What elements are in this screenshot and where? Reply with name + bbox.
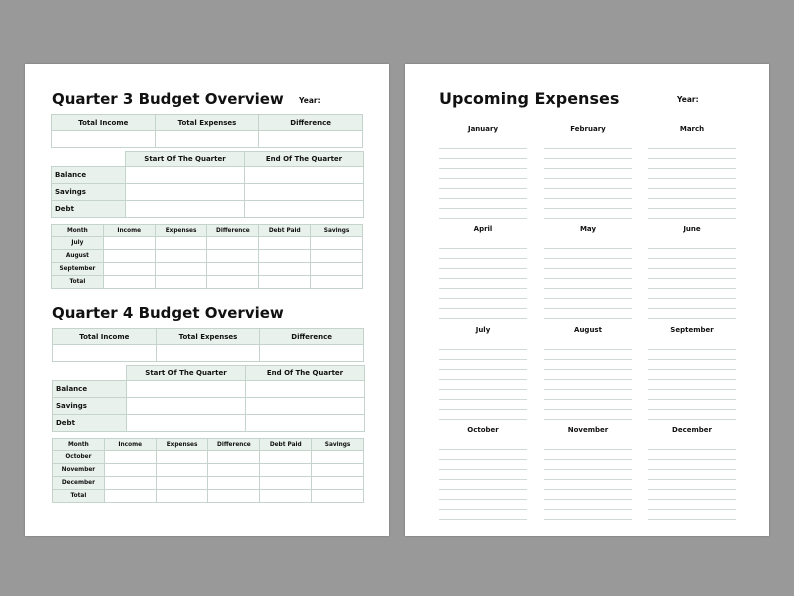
q3-difference-header: Difference (259, 115, 363, 131)
expense-line[interactable] (648, 340, 736, 350)
expense-line[interactable] (544, 199, 632, 209)
expense-line[interactable] (439, 169, 527, 179)
q3-savings-label: Savings (52, 184, 126, 201)
q3-difference-col-header: Difference (207, 225, 259, 237)
expense-line[interactable] (439, 360, 527, 370)
expense-line[interactable] (439, 380, 527, 390)
q3-cell[interactable] (155, 237, 207, 250)
expense-line[interactable] (648, 159, 736, 169)
expense-line[interactable] (439, 299, 527, 309)
q3-cell[interactable] (103, 250, 155, 263)
expense-line[interactable] (648, 460, 736, 470)
expense-line[interactable] (439, 139, 527, 149)
expense-line[interactable] (439, 189, 527, 199)
q3-end-quarter-header: End Of The Quarter (245, 152, 364, 167)
expense-line[interactable] (544, 209, 632, 219)
month-block-october (439, 423, 527, 520)
q4-month-november: November (53, 464, 105, 477)
upcoming-title: Upcoming Expenses (439, 89, 620, 108)
q3-balance-end-field[interactable] (245, 167, 364, 184)
expense-line[interactable] (439, 460, 527, 470)
month-block-january (439, 122, 527, 219)
q4-debt-paid-header: Debt Paid (260, 439, 312, 451)
q3-cell[interactable] (103, 237, 155, 250)
expense-line[interactable] (439, 440, 527, 450)
expense-line[interactable] (439, 470, 527, 480)
q4-savings-col-header: Savings (312, 439, 364, 451)
q3-difference-field[interactable] (259, 131, 363, 148)
q4-debt-end-field[interactable] (246, 415, 365, 432)
q4-month-total: Total (53, 490, 105, 503)
expense-line[interactable] (648, 199, 736, 209)
q4-balance-start-field[interactable] (127, 381, 246, 398)
q3-cell[interactable] (103, 263, 155, 276)
q3-month-september: September (52, 263, 104, 276)
expense-line[interactable] (544, 410, 632, 420)
expense-line[interactable] (648, 400, 736, 410)
q3-total-income-header: Total Income (52, 115, 156, 131)
q4-cell[interactable] (156, 451, 208, 464)
month-name: October (467, 426, 499, 434)
q4-cell[interactable] (260, 477, 312, 490)
q3-title: Quarter 3 Budget Overview (52, 90, 284, 108)
q3-cell[interactable] (311, 250, 363, 263)
q3-period-table (51, 151, 364, 218)
q4-month-header: Month (53, 439, 105, 451)
expense-line[interactable] (439, 199, 527, 209)
expense-line[interactable] (648, 299, 736, 309)
expense-line[interactable] (544, 360, 632, 370)
month-block-may (544, 222, 632, 319)
q3-month-total: Total (52, 276, 104, 289)
expense-line[interactable] (544, 299, 632, 309)
expense-line[interactable] (648, 189, 736, 199)
q3-balance-start-field[interactable] (126, 167, 245, 184)
expense-line[interactable] (439, 340, 527, 350)
q3-cell[interactable] (311, 263, 363, 276)
q3-cell[interactable] (155, 263, 207, 276)
q4-cell[interactable] (208, 477, 260, 490)
q4-savings-end-field[interactable] (246, 398, 365, 415)
expense-line[interactable] (439, 149, 527, 159)
expense-line[interactable] (544, 400, 632, 410)
q4-cell[interactable] (104, 477, 156, 490)
expense-line[interactable] (439, 179, 527, 189)
expense-line[interactable] (544, 169, 632, 179)
expense-line[interactable] (648, 390, 736, 400)
expense-line[interactable] (439, 249, 527, 259)
q3-expenses-header: Expenses (155, 225, 207, 237)
month-block-june (648, 222, 736, 319)
expense-line[interactable] (544, 269, 632, 279)
expense-line[interactable] (544, 510, 632, 520)
expense-line[interactable] (544, 380, 632, 390)
q3-cell[interactable] (259, 263, 311, 276)
expense-line[interactable] (544, 309, 632, 319)
q4-total-income-field[interactable] (53, 345, 157, 362)
upcoming-expenses-page (405, 64, 769, 536)
q4-cell[interactable] (156, 477, 208, 490)
q3-cell[interactable] (155, 276, 207, 289)
q4-total-expenses-header: Total Expenses (156, 329, 260, 345)
expense-line[interactable] (544, 370, 632, 380)
expense-line[interactable] (544, 350, 632, 360)
month-block-april (439, 222, 527, 319)
q3-total-income-field[interactable] (52, 131, 156, 148)
q3-cell[interactable] (311, 237, 363, 250)
q4-total-income-header: Total Income (53, 329, 157, 345)
expense-line[interactable] (439, 510, 527, 520)
month-name: May (579, 225, 597, 233)
expense-line[interactable] (648, 450, 736, 460)
expense-line[interactable] (648, 470, 736, 480)
q4-cell[interactable] (208, 451, 260, 464)
expense-line[interactable] (439, 279, 527, 289)
expense-line[interactable] (648, 279, 736, 289)
expense-line[interactable] (544, 179, 632, 189)
q3-cell[interactable] (207, 250, 259, 263)
expense-line[interactable] (648, 360, 736, 370)
expense-line[interactable] (648, 480, 736, 490)
q4-cell[interactable] (312, 451, 364, 464)
q3-cell[interactable] (207, 263, 259, 276)
q3-balance-label: Balance (52, 167, 126, 184)
q4-start-quarter-header: Start Of The Quarter (127, 366, 246, 381)
q4-cell[interactable] (104, 451, 156, 464)
q3-total-expenses-field[interactable] (155, 131, 259, 148)
expense-line[interactable] (544, 159, 632, 169)
q4-cell[interactable] (156, 490, 208, 503)
q3-start-quarter-header: Start Of The Quarter (126, 152, 245, 167)
q3-cell[interactable] (259, 237, 311, 250)
expense-line[interactable] (439, 209, 527, 219)
q4-savings-label: Savings (53, 398, 127, 415)
q4-cell[interactable] (312, 464, 364, 477)
q4-monthly-table (52, 438, 364, 503)
month-block-november (544, 423, 632, 520)
q4-cell[interactable] (260, 451, 312, 464)
q3-debt-label: Debt (52, 201, 126, 218)
expense-line[interactable] (648, 370, 736, 380)
q3-month-august: August (52, 250, 104, 263)
q3-savings-col-header: Savings (311, 225, 363, 237)
q4-debt-label: Debt (53, 415, 127, 432)
q3-savings-end-field[interactable] (245, 184, 364, 201)
expense-line[interactable] (439, 370, 527, 380)
q3-cell[interactable] (207, 276, 259, 289)
expense-line[interactable] (439, 239, 527, 249)
q4-cell[interactable] (208, 464, 260, 477)
expense-line[interactable] (544, 189, 632, 199)
month-block-december (648, 423, 736, 520)
expense-line[interactable] (648, 410, 736, 420)
expense-line[interactable] (648, 350, 736, 360)
expense-line[interactable] (544, 480, 632, 490)
q4-end-quarter-header: End Of The Quarter (246, 366, 365, 381)
expense-line[interactable] (439, 390, 527, 400)
q4-savings-start-field[interactable] (127, 398, 246, 415)
q3-cell[interactable] (207, 237, 259, 250)
q4-difference-col-header: Difference (208, 439, 260, 451)
expense-line[interactable] (544, 289, 632, 299)
expense-line[interactable] (544, 259, 632, 269)
expense-line[interactable] (544, 460, 632, 470)
q4-debt-start-field[interactable] (127, 415, 246, 432)
q4-income-header: Income (104, 439, 156, 451)
expense-line[interactable] (648, 209, 736, 219)
q4-summary-table (52, 328, 364, 362)
q3-debt-end-field[interactable] (245, 201, 364, 218)
month-name: August (574, 326, 602, 334)
q4-period-table (52, 365, 365, 432)
expense-line[interactable] (544, 450, 632, 460)
expense-line[interactable] (439, 159, 527, 169)
month-name: January (467, 125, 499, 133)
expense-line[interactable] (544, 249, 632, 259)
q4-cell[interactable] (260, 464, 312, 477)
expense-line[interactable] (648, 289, 736, 299)
expense-line[interactable] (439, 400, 527, 410)
q4-total-expenses-field[interactable] (156, 345, 260, 362)
q3-savings-start-field[interactable] (126, 184, 245, 201)
q3-debt-paid-header: Debt Paid (259, 225, 311, 237)
q3-cell[interactable] (155, 250, 207, 263)
expense-line[interactable] (544, 139, 632, 149)
expense-line[interactable] (648, 380, 736, 390)
q4-cell[interactable] (104, 490, 156, 503)
q4-balance-label: Balance (53, 381, 127, 398)
expense-line[interactable] (439, 289, 527, 299)
expense-line[interactable] (648, 149, 736, 159)
expense-line[interactable] (439, 450, 527, 460)
q4-cell[interactable] (156, 464, 208, 477)
month-name: September (670, 326, 714, 334)
q3-total-expenses-header: Total Expenses (155, 115, 259, 131)
expense-line[interactable] (544, 470, 632, 480)
expense-line[interactable] (544, 490, 632, 500)
month-name: April (473, 225, 493, 233)
expense-line[interactable] (648, 259, 736, 269)
expense-line[interactable] (648, 239, 736, 249)
budget-overview-page (25, 64, 389, 536)
expense-line[interactable] (648, 269, 736, 279)
expense-line[interactable] (439, 490, 527, 500)
expense-line[interactable] (648, 440, 736, 450)
month-block-february (544, 122, 632, 219)
q3-year-label: Year: (299, 96, 321, 105)
expense-line[interactable] (648, 500, 736, 510)
q4-difference-field[interactable] (260, 345, 364, 362)
expense-line[interactable] (544, 279, 632, 289)
q3-cell[interactable] (311, 276, 363, 289)
q4-cell[interactable] (208, 490, 260, 503)
upcoming-year-label: Year: (677, 95, 699, 104)
q4-expenses-header: Expenses (156, 439, 208, 451)
expense-line[interactable] (439, 480, 527, 490)
expense-line[interactable] (648, 309, 736, 319)
q4-title: Quarter 4 Budget Overview (52, 304, 284, 322)
expense-line[interactable] (439, 259, 527, 269)
q4-cell[interactable] (104, 464, 156, 477)
q4-cell[interactable] (312, 490, 364, 503)
expense-line[interactable] (648, 139, 736, 149)
expense-line[interactable] (439, 269, 527, 279)
month-name: March (679, 125, 705, 133)
q3-income-header: Income (103, 225, 155, 237)
q3-monthly-table (51, 224, 363, 289)
expense-line[interactable] (544, 239, 632, 249)
q3-cell[interactable] (259, 250, 311, 263)
expense-line[interactable] (439, 309, 527, 319)
expense-line[interactable] (544, 500, 632, 510)
q4-month-december: December (53, 477, 105, 490)
expense-line[interactable] (439, 350, 527, 360)
month-name: December (672, 426, 712, 434)
q4-difference-header: Difference (260, 329, 364, 345)
month-name: November (567, 426, 609, 434)
month-block-august (544, 323, 632, 420)
expense-line[interactable] (544, 149, 632, 159)
expense-line[interactable] (648, 169, 736, 179)
q4-cell[interactable] (312, 477, 364, 490)
expense-line[interactable] (648, 490, 736, 500)
q3-cell[interactable] (103, 276, 155, 289)
q3-month-header: Month (52, 225, 104, 237)
expense-line[interactable] (439, 500, 527, 510)
q4-month-october: October (53, 451, 105, 464)
q3-debt-start-field[interactable] (126, 201, 245, 218)
expense-line[interactable] (544, 440, 632, 450)
q4-cell[interactable] (260, 490, 312, 503)
q4-balance-end-field[interactable] (246, 381, 365, 398)
expense-line[interactable] (544, 340, 632, 350)
expense-line[interactable] (648, 510, 736, 520)
q3-summary-table (51, 114, 363, 148)
month-block-march (648, 122, 736, 219)
month-name: June (683, 225, 701, 233)
expense-line[interactable] (648, 249, 736, 259)
expense-line[interactable] (648, 179, 736, 189)
month-block-september (648, 323, 736, 420)
q3-month-july: July (52, 237, 104, 250)
expense-line[interactable] (544, 390, 632, 400)
month-name: July (475, 326, 491, 334)
month-block-july (439, 323, 527, 420)
q3-cell[interactable] (259, 276, 311, 289)
expense-line[interactable] (439, 410, 527, 420)
month-name: February (570, 125, 606, 133)
